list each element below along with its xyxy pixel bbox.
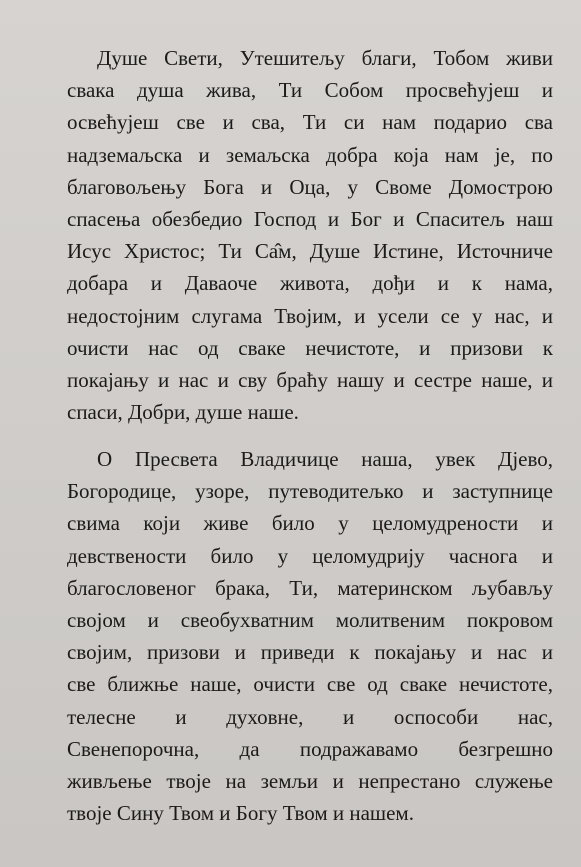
text-line: надземаљска и земаљска добра која нам је, по xyxy=(67,142,553,167)
text-line: Душе Свети, Утешитељу благи, Тобом живи xyxy=(97,46,553,70)
text-line: спасења обезбедио Господ и Бог и Спаситељ наш xyxy=(67,206,553,231)
text-line: Богородице, узоре, путеводитељко и заступнице xyxy=(67,479,553,504)
text-line: благовољењу Бога и Оца, у Своме Домострою xyxy=(67,174,553,199)
text-line: Исус Христос; Ти Са̂м, Душе Истине, Источниче xyxy=(67,239,553,264)
text-line: О Пресвета Владичице наша, увек Дјево, xyxy=(97,447,553,471)
text-line: твоје Сину Твом и Богу Твом и нашем. xyxy=(67,801,414,826)
text-line: очисти нас од сваке нечистоте, и призови к xyxy=(67,335,553,360)
paragraph-prayer-holy-spirit xyxy=(67,42,553,428)
text-line: девствености било у целомудрију часнога и xyxy=(67,543,553,568)
paragraph-prayer-theotokos xyxy=(67,443,553,829)
text-line: Свенепорочна, да подражавамо безгрешно xyxy=(67,736,553,761)
text-line: живљење твоје на земљи и непрестано служење xyxy=(67,768,553,793)
text-line: покајању и нас и сву браћу нашу и сестре наше, и xyxy=(67,367,553,392)
text-line: својим, призови и приведи к покајању и нас и xyxy=(67,640,553,665)
text-line: свима који живе било у целомудрености и xyxy=(67,511,553,536)
text-line: телесне и духовне, и оспособи нас, xyxy=(67,704,553,729)
text-line: благословеног брака, Ти, материнском љубављу xyxy=(67,575,553,600)
text-line: освећујеш све и сва, Ти си нам подарио сва xyxy=(67,110,553,135)
text-line: свака душа жива, Ти Собом просвећујеш и xyxy=(67,78,553,103)
text-line: спаси, Добри, душе наше. xyxy=(67,400,299,425)
text-line: својом и свеобухватним молитвеним покровом xyxy=(67,607,553,632)
text-line: све ближње наше, очисти све од сваке нечистоте, xyxy=(67,672,553,697)
text-line: добара и Даваоче живота, дођи и к нама, xyxy=(67,271,553,296)
text-line: недостојним слугама Твојим, и усели се у нас, и xyxy=(67,303,553,328)
